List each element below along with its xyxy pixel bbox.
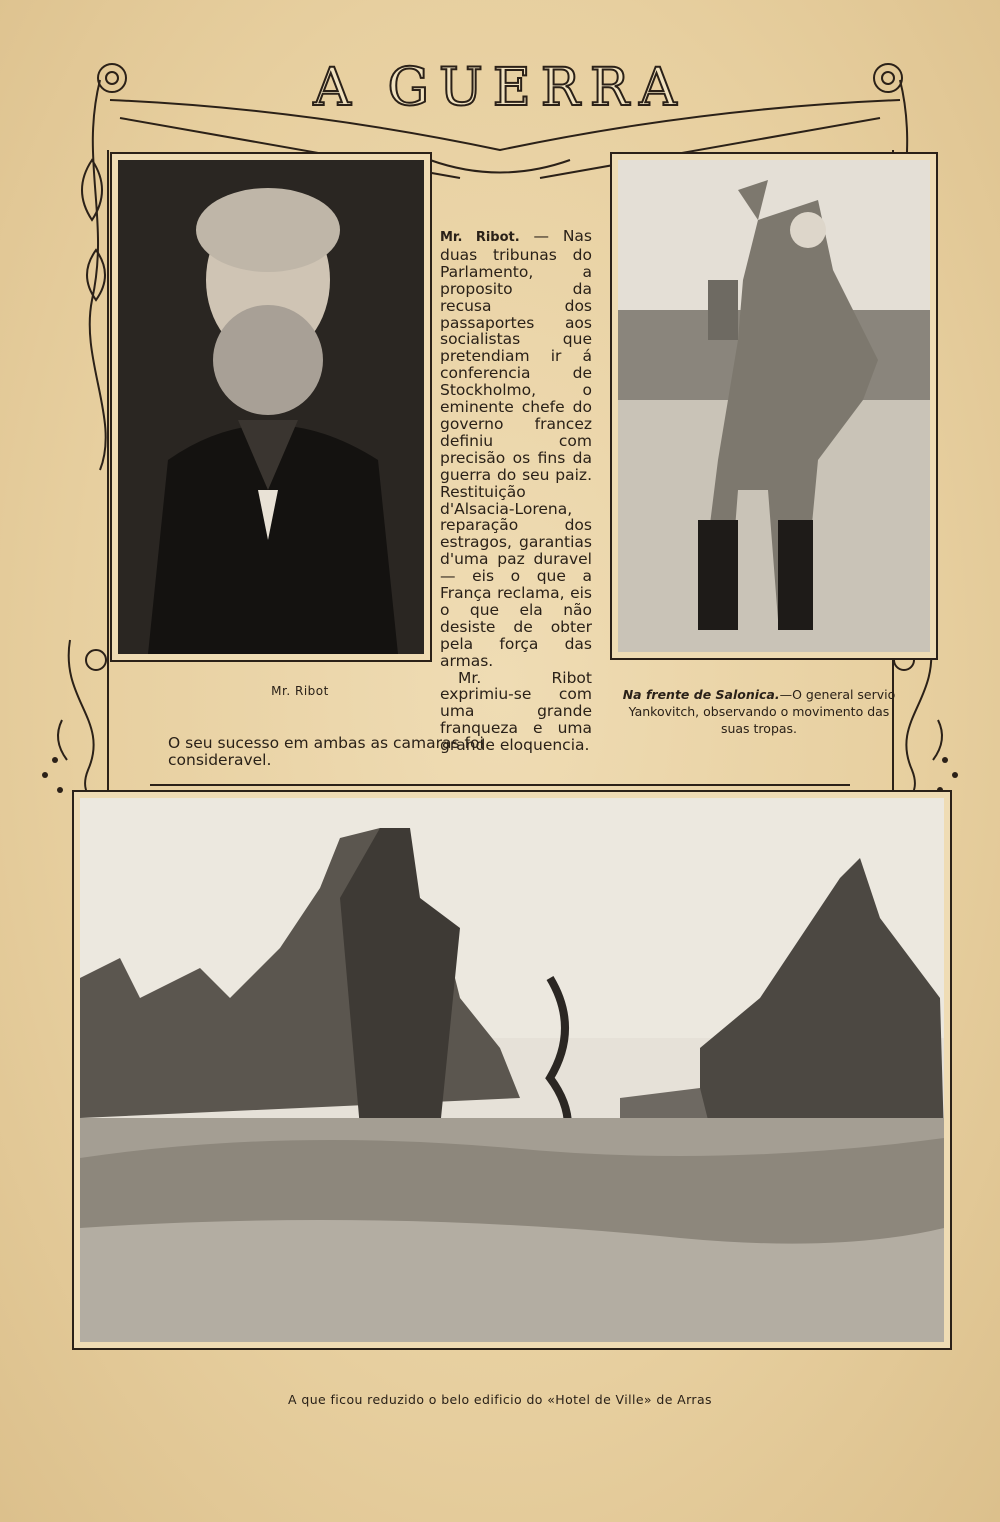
arras-ruins-photo bbox=[72, 790, 952, 1350]
article-text bbox=[440, 228, 592, 754]
ruins-image bbox=[80, 798, 944, 1342]
right-caption-text: —O general servio Yankovitch, observando o movimento das suas tropas. bbox=[628, 687, 896, 736]
article-paragraph-1: — Nas duas tribunas do Parlamento, a proposito da recusa dos passaportes aos socialistas que pretendiam ir á conferencia de Stockholmo, o eminente chefe do governo francez definiu com precisão os fins da guerra do seu paiz. Restituição d'Alsacia-Lorena, reparação dos estragos, garantias d'uma paz duravel — eis o que a França reclama, eis o que ela não desiste de obter pela força das armas. bbox=[440, 227, 592, 670]
portrait-photo-ribot bbox=[110, 152, 432, 662]
article-lead: Mr. Ribot. bbox=[440, 230, 520, 245]
left-photo-caption: Mr. Ribot bbox=[271, 684, 329, 698]
page-title: A GUERRA bbox=[313, 58, 687, 118]
general-image bbox=[618, 160, 930, 652]
portrait-image bbox=[118, 160, 424, 654]
article-paragraph-2: Mr. Ribot exprimiu-se com uma grande franqueza e uma grande eloquencia. bbox=[440, 668, 592, 755]
right-photo-caption bbox=[614, 686, 904, 737]
bottom-photo-caption: A que ficou reduzido o belo edificio do «Hotel de Ville» de Arras bbox=[288, 1392, 712, 1407]
article-closing: O seu sucesso em ambas as camaras foi consideravel. bbox=[168, 734, 484, 769]
general-photo-yankovitch bbox=[610, 152, 938, 660]
right-caption-title: Na frente de Salonica. bbox=[622, 687, 780, 702]
